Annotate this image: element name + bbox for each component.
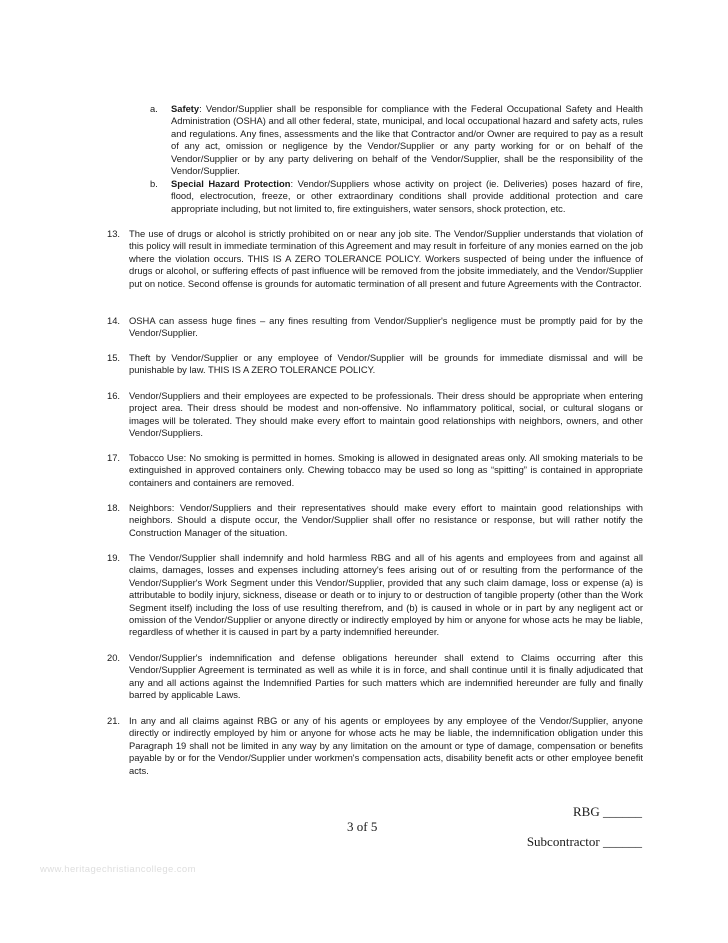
clause-number: 18. [107, 502, 121, 513]
sub-item-special-hazard: b. Special Hazard Protection: Vendor/Suppliers whose activity on project (ie. Deliveries) poses hazard of fire, flood, electrocution, freeze, or other extraordinary conditions shall provide additional protection and care appropriate including, but not limited to, fire extinguishers, water sensors, shock protection, etc. [150, 178, 643, 214]
clause-number: 14. [107, 315, 121, 326]
clause-text: Theft by Vendor/Supplier or any employee of Vendor/Supplier will be grounds for immediate dismissal and will be punishable by law. THIS IS A ZERO TOLERANCE POLICY. [129, 352, 643, 376]
clause-number: 13. [107, 228, 121, 239]
clause-text: OSHA can assess huge fines – any fines resulting from Vendor/Supplier's negligence must be promptly paid for by the Vendor/Supplier. [129, 315, 643, 339]
clause-18 [107, 502, 643, 539]
sub-item-text: Vendor/Supplier shall be responsible for compliance with the Federal Occupational Safety and Health Administration (OSHA) and all other federal, state, municipal, and local occupational hazard and safety acts, rules and regulations. Any fines, assessments and the like that Contractor and/or Owner are required to pay as a result of any act, omission or negligence by the Vendor/Supplier or any party working for or on behalf of the Vendor/Supplier or by any party delivering on behalf of the Vendor/Supplier, shall be the responsibility of the Vendor/Supplier. [171, 103, 643, 177]
clause-14 [107, 315, 643, 340]
clause-text: In any and all claims against RBG or any of his agents or employees by any employee of the Vendor/Supplier, anyone directly or indirectly employed by him or anyone for whose acts he may be liable, the indemnification obligation under this Paragraph 19 shall not be limited in any way by any limitation on the amount or type of damage, compensation or benefits payable by or for the Vendor/Supplier under workmen's compensation acts, disability benefit acts or other employee benefit acts. [129, 715, 643, 776]
sub-item-text: Vendor/Suppliers whose activity on project (ie. Deliveries) poses hazard of fire, flood, electrocution, freeze, or other extraordinary conditions shall provide additional protection and care appropriate including, but not limited to, fire extinguishers, water sensors, shock protection, etc. [171, 178, 643, 214]
clause-13 [107, 228, 643, 290]
rbg-initials-line: RBG ______ [573, 804, 642, 819]
clause-number: 16. [107, 390, 121, 401]
clause-16 [107, 390, 643, 440]
clause-17 [107, 452, 643, 489]
sub-item-safety: a. Safety: Vendor/Supplier shall be responsible for compliance with the Federal Occupational Safety and Health Administration (OSHA) and all other federal, state, municipal, and local occupational hazard and safety acts, rules and regulations. Any fines, assessments and the like that Contractor and/or Owner are required to pay as a result of any act, omission or negligence by the Vendor/Supplier or any party working for or on behalf of the Vendor/Supplier or by any party delivering on behalf of the Vendor/Supplier, shall be the responsibility of the Vendor/Supplier. [150, 103, 643, 177]
clause-19 [107, 552, 643, 639]
clause-number: 15. [107, 352, 121, 363]
subcontractor-initials-line: Subcontractor ______ [526, 834, 642, 849]
sub-item-title: Safety [171, 103, 200, 114]
clause-number: 19. [107, 552, 121, 563]
clause-20 [107, 652, 643, 702]
sub-item-title: Special Hazard Protection [171, 178, 291, 189]
sub-item-marker: a. [150, 103, 158, 114]
clause-text: Vendor/Suppliers and their employees are expected to be professionals. Their dress should be appropriate when entering project area. Their dress should be modest and non-offensive. No inflammatory political, social, or cultural slogans or images will be tolerated. They should make every effort to maintain good relationships with neighbors, owners, and other Vendor/Suppliers. [129, 390, 643, 439]
clause-number: 17. [107, 452, 121, 463]
page-number: 3 of 5 [347, 819, 378, 834]
clause-15 [107, 352, 643, 377]
clause-number: 20. [107, 652, 121, 663]
clause-text: Neighbors: Vendor/Suppliers and their representatives should make every effort to maintain good relationships with neighbors. Should a dispute occur, the Vendor/Supplier shall offer no resistance or response, but will rather notify the Construction Manager of the situation. [129, 502, 643, 538]
clause-number: 21. [107, 715, 121, 726]
clause-text: The Vendor/Supplier shall indemnify and hold harmless RBG and all of his agents and employees from and against all claims, damages, losses and expenses including attorney's fees arising out of or resulting from the performance of the Vendor/Supplier's Work Segment under this Vendor/Supplier, provided that any such claim damage, loss or expense (a) is attributable to bodily injury, sickness, disease or death or to injury to or destruction of tangible property (other than the Work Segment itself) including the loss of use resulting therefrom, and (b) is caused in whole or in part by any negligent act or omission of the Vendor/Supplier or anyone directly or indirectly employed by him or anyone for whose acts he may be liable, regardless of whether it is caused in part by a party indemnified hereunder. [129, 552, 643, 638]
sub-item-marker: b. [150, 178, 158, 189]
clause-text: Tobacco Use: No smoking is permitted in homes. Smoking is allowed in designated areas only. All smoking materials to be extinguished in approved containers only. Chewing tobacco may be used so long as “spitting” is contained in appropriate containers and containers are removed. [129, 452, 643, 488]
clause-text: Vendor/Supplier's indemnification and defense obligations hereunder shall extend to Claims occurring after this Vendor/Supplier Agreement is terminated as well as while it is in force, and shall continue until it is finally adjudicated that any and all actions against the Indemnified Parties for such matters which are indemnified hereunder are fully and finally barred by applicable Laws. [129, 652, 643, 701]
watermark: www.heritagechristiancollege.com [40, 864, 196, 875]
clause-text: The use of drugs or alcohol is strictly prohibited on or near any job site. The Vendor/Supplier understands that violation of this policy will result in immediate termination of this Agreement and may result in forfeiture of any monies earned on the job where the violation occurs. THIS IS A ZERO TOLERANCE POLICY. Workers suspected of being under the influence of drugs or alcohol, or suffering effects of past influence will be removed from the jobsite immediately, and the Vendor/Supplier put on notice. Second offense is grounds for automatic termination of all present and future Agreements with the Contractor. [129, 228, 643, 289]
clause-21 [107, 715, 643, 777]
